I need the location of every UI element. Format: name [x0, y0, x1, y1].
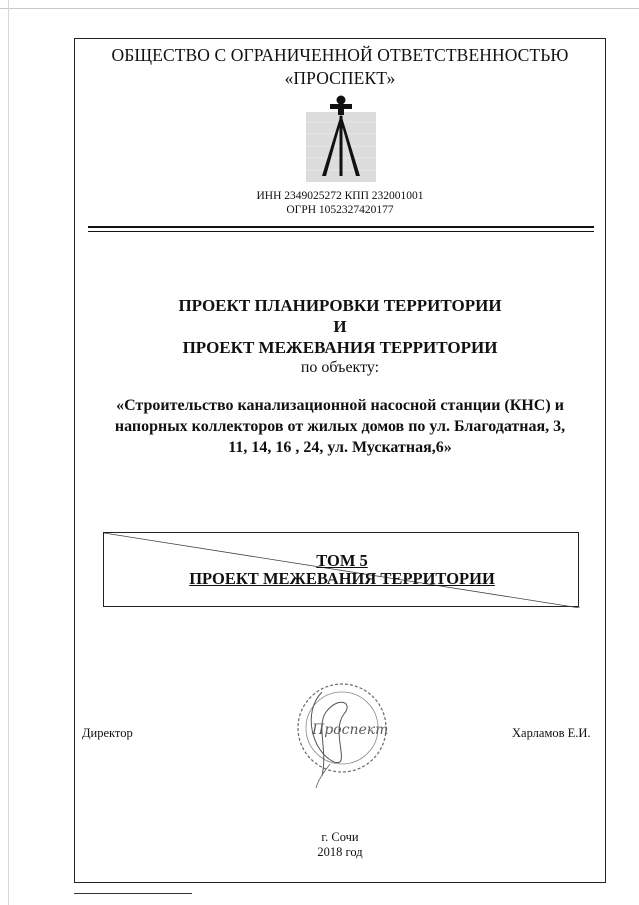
- org-name-line1: ОБЩЕСТВО С ОГРАНИЧЕННОЙ ОТВЕТСТВЕННОСТЬЮ: [111, 45, 569, 65]
- page-edge-left: [8, 0, 9, 905]
- title-line1: ПРОЕКТ ПЛАНИРОВКИ ТЕРРИТОРИИ: [178, 296, 502, 315]
- volume-box: [103, 532, 579, 607]
- page-edge-top: [0, 8, 639, 9]
- object-line3: 11, 14, 16 , 24, ул. Мускатная,6»: [228, 439, 452, 456]
- volume-number: ТОМ 5: [316, 551, 368, 570]
- director-name: Харламов Е.И.: [512, 726, 591, 740]
- by-object-label: по объекту:: [300, 359, 380, 376]
- footer-year: 2018 год: [317, 845, 363, 859]
- inn-kpp: ИНН 2349025272 КПП 232001001: [256, 190, 424, 202]
- ogrn: ОГРН 1052327420177: [286, 204, 394, 216]
- title-line3: ПРОЕКТ МЕЖЕВАНИЯ ТЕРРИТОРИИ: [182, 338, 498, 357]
- title-line2: И: [333, 317, 347, 336]
- director-label: Директор: [82, 726, 133, 740]
- company-logo-icon: [300, 92, 382, 184]
- volume-name: ПРОЕКТ МЕЖЕВАНИЯ ТЕРРИТОРИИ: [189, 569, 495, 588]
- footer-city: г. Сочи: [321, 830, 359, 844]
- object-line2: напорных коллекторов от жилых домов по ул. Благодатная, 3,: [114, 418, 566, 435]
- company-seal-icon: [282, 672, 402, 792]
- org-name-line2: «ПРОСПЕКТ»: [284, 68, 396, 88]
- object-line1: «Строительство канализационной насосной станции (КНС) и: [116, 397, 564, 414]
- seal-text: Проспект: [312, 722, 389, 738]
- bottom-edge-line: [74, 893, 192, 894]
- header-rule-thick: [88, 226, 594, 228]
- header-rule-thin: [88, 231, 594, 232]
